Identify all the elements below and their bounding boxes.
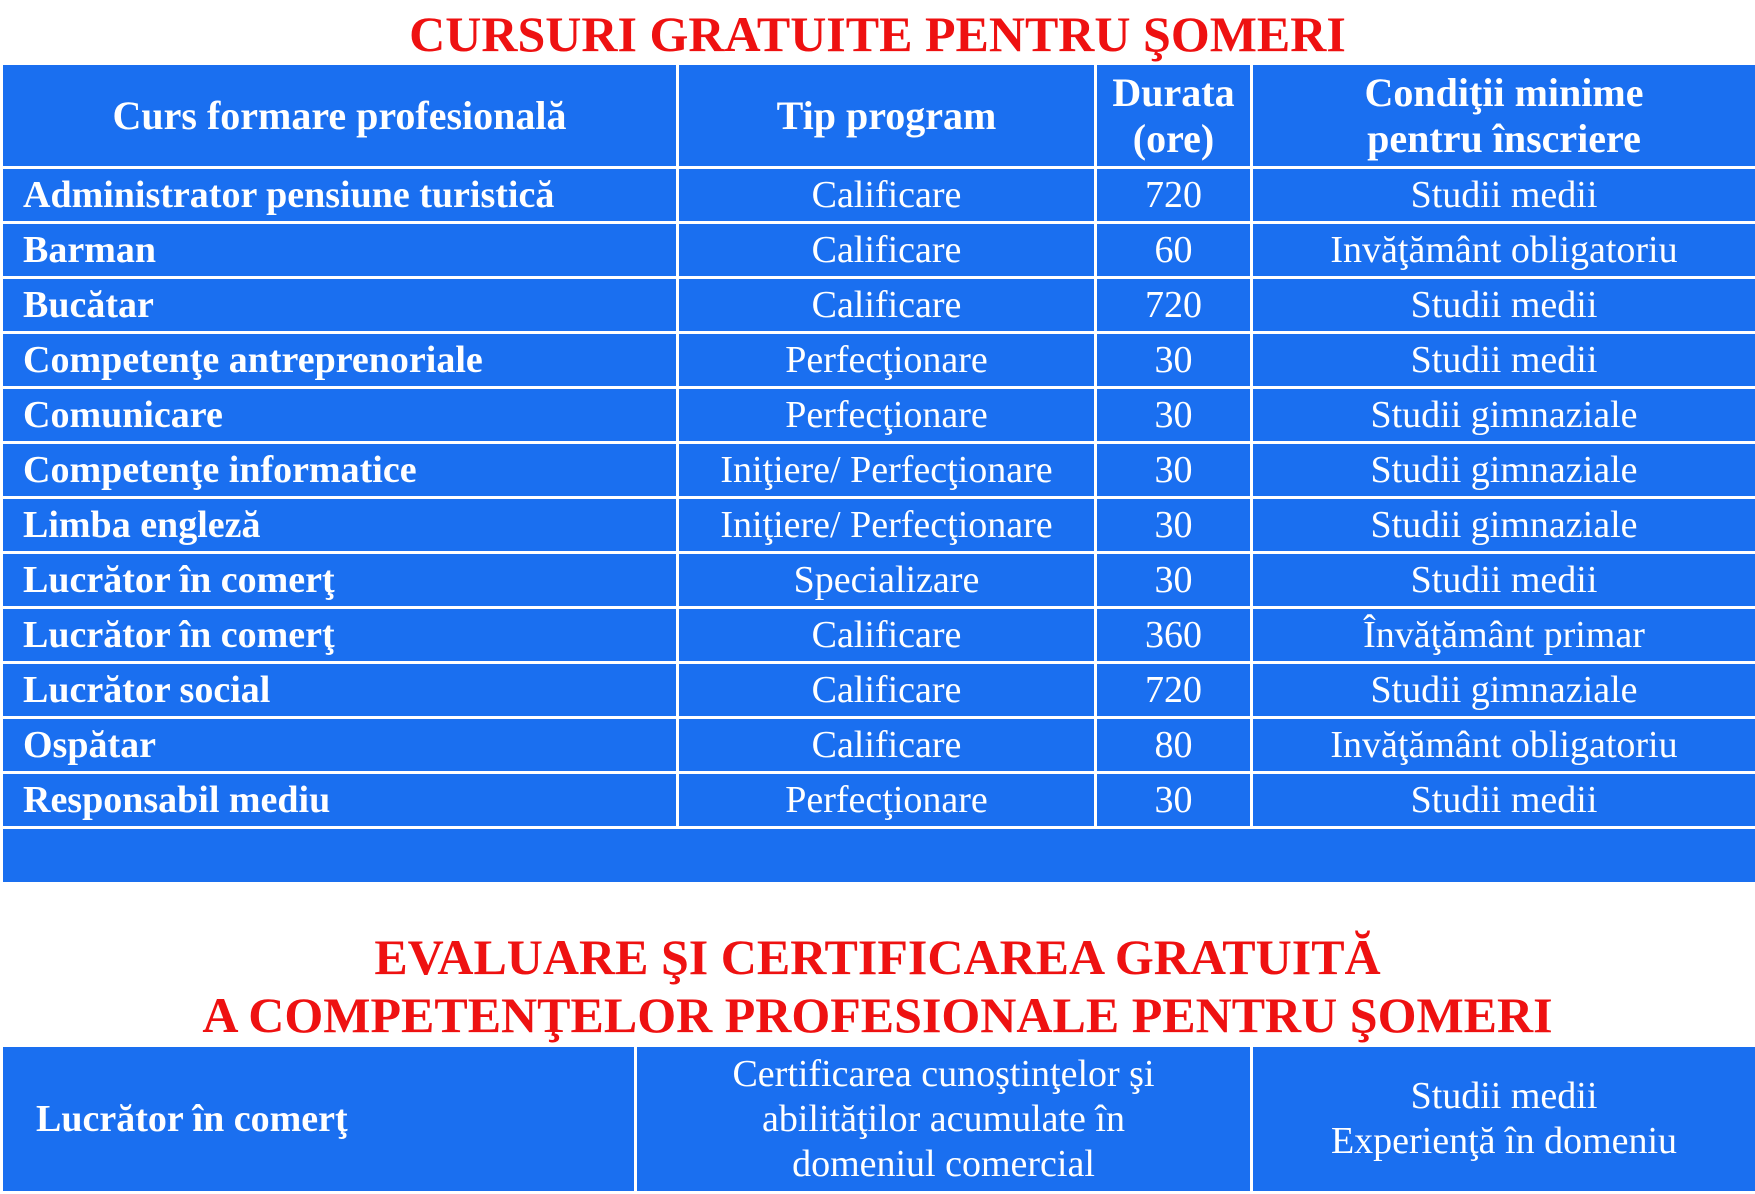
min-conditions: Studii medii <box>1252 773 1755 828</box>
course-name: Limba engleză <box>2 498 678 553</box>
duration-hours: 360 <box>1096 608 1252 663</box>
evaluation-condition-line: Studii medii <box>1253 1074 1755 1119</box>
program-type: Calificare <box>678 278 1096 333</box>
min-conditions: Studii gimnaziale <box>1252 498 1755 553</box>
table-row <box>2 553 1755 608</box>
header-duration-line1: Durata <box>1097 70 1250 116</box>
min-conditions: Învăţământ primar <box>1252 608 1755 663</box>
min-conditions: Studii medii <box>1252 168 1755 223</box>
table-row <box>2 718 1755 773</box>
min-conditions: Studii gimnaziale <box>1252 388 1755 443</box>
min-conditions: Studii medii <box>1252 278 1755 333</box>
course-name: Lucrător în comerţ <box>2 553 678 608</box>
min-conditions: Invăţământ obligatoriu <box>1252 718 1755 773</box>
table-row <box>2 443 1755 498</box>
program-type: Perfecţionare <box>678 773 1096 828</box>
program-type: Iniţiere/ Perfecţionare <box>678 443 1096 498</box>
evaluation-description <box>636 1046 1252 1193</box>
program-type: Calificare <box>678 718 1096 773</box>
evaluation-condition-line: Experienţă în domeniu <box>1253 1119 1755 1164</box>
min-conditions: Invăţământ obligatoriu <box>1252 223 1755 278</box>
table-row <box>2 388 1755 443</box>
min-conditions: Studii medii <box>1252 553 1755 608</box>
header-duration-line2: (ore) <box>1097 116 1250 162</box>
evaluation-description-line: abilităţilor acumulate în <box>637 1097 1250 1142</box>
course-name: Competenţe informatice <box>2 443 678 498</box>
duration-hours: 30 <box>1096 773 1252 828</box>
duration-hours: 720 <box>1096 278 1252 333</box>
min-conditions: Studii gimnaziale <box>1252 663 1755 718</box>
program-type: Iniţiere/ Perfecţionare <box>678 498 1096 553</box>
course-name: Responsabil mediu <box>2 773 678 828</box>
table-row <box>2 333 1755 388</box>
table-row <box>2 1046 1755 1193</box>
main-title: CURSURI GRATUITE PENTRU ŞOMERI <box>0 5 1755 63</box>
course-name: Administrator pensiune turistică <box>2 168 678 223</box>
evaluation-title <box>0 928 1755 1044</box>
header-conditions-line1: Condiţii minime <box>1253 70 1755 116</box>
min-conditions: Studii medii <box>1252 333 1755 388</box>
evaluation-conditions <box>1252 1046 1755 1193</box>
course-name: Competenţe antreprenoriale <box>2 333 678 388</box>
program-type: Perfecţionare <box>678 333 1096 388</box>
program-type: Calificare <box>678 168 1096 223</box>
table-row <box>2 498 1755 553</box>
program-type: Specializare <box>678 553 1096 608</box>
header-row <box>2 64 1755 168</box>
duration-hours: 30 <box>1096 553 1252 608</box>
table-row <box>2 773 1755 828</box>
header-conditions <box>1252 64 1755 168</box>
program-type: Perfecţionare <box>678 388 1096 443</box>
duration-hours: 720 <box>1096 663 1252 718</box>
course-name: Ospătar <box>2 718 678 773</box>
program-type: Calificare <box>678 223 1096 278</box>
evaluation-name: Lucrător în comerţ <box>2 1046 636 1193</box>
program-type: Calificare <box>678 663 1096 718</box>
duration-hours: 30 <box>1096 443 1252 498</box>
evaluation-table <box>0 1044 1755 1194</box>
course-name: Lucrător social <box>2 663 678 718</box>
evaluation-description-line: Certificarea cunoştinţelor şi <box>637 1052 1250 1097</box>
min-conditions: Studii gimnaziale <box>1252 443 1755 498</box>
evaluation-description-line: domeniul comercial <box>637 1142 1250 1187</box>
header-conditions-line2: pentru înscriere <box>1253 116 1755 162</box>
program-type: Calificare <box>678 608 1096 663</box>
table-row <box>2 663 1755 718</box>
course-name: Comunicare <box>2 388 678 443</box>
duration-hours: 80 <box>1096 718 1252 773</box>
duration-hours: 30 <box>1096 498 1252 553</box>
table-row <box>2 168 1755 223</box>
course-name: Lucrător în comerţ <box>2 608 678 663</box>
header-duration <box>1096 64 1252 168</box>
table-row <box>2 278 1755 333</box>
empty-cell <box>2 828 1755 884</box>
table-row <box>2 223 1755 278</box>
duration-hours: 60 <box>1096 223 1252 278</box>
evaluation-title-line1: EVALUARE ŞI CERTIFICAREA GRATUITĂ <box>0 928 1755 986</box>
course-name: Barman <box>2 223 678 278</box>
duration-hours: 30 <box>1096 333 1252 388</box>
header-program-type: Tip program <box>678 64 1096 168</box>
evaluation-title-line2: A COMPETENŢELOR PROFESIONALE PENTRU ŞOMERI <box>0 986 1755 1044</box>
table-row <box>2 608 1755 663</box>
empty-row <box>2 828 1755 884</box>
courses-table <box>0 62 1755 885</box>
course-name: Bucătar <box>2 278 678 333</box>
header-course: Curs formare profesională <box>2 64 678 168</box>
duration-hours: 30 <box>1096 388 1252 443</box>
duration-hours: 720 <box>1096 168 1252 223</box>
